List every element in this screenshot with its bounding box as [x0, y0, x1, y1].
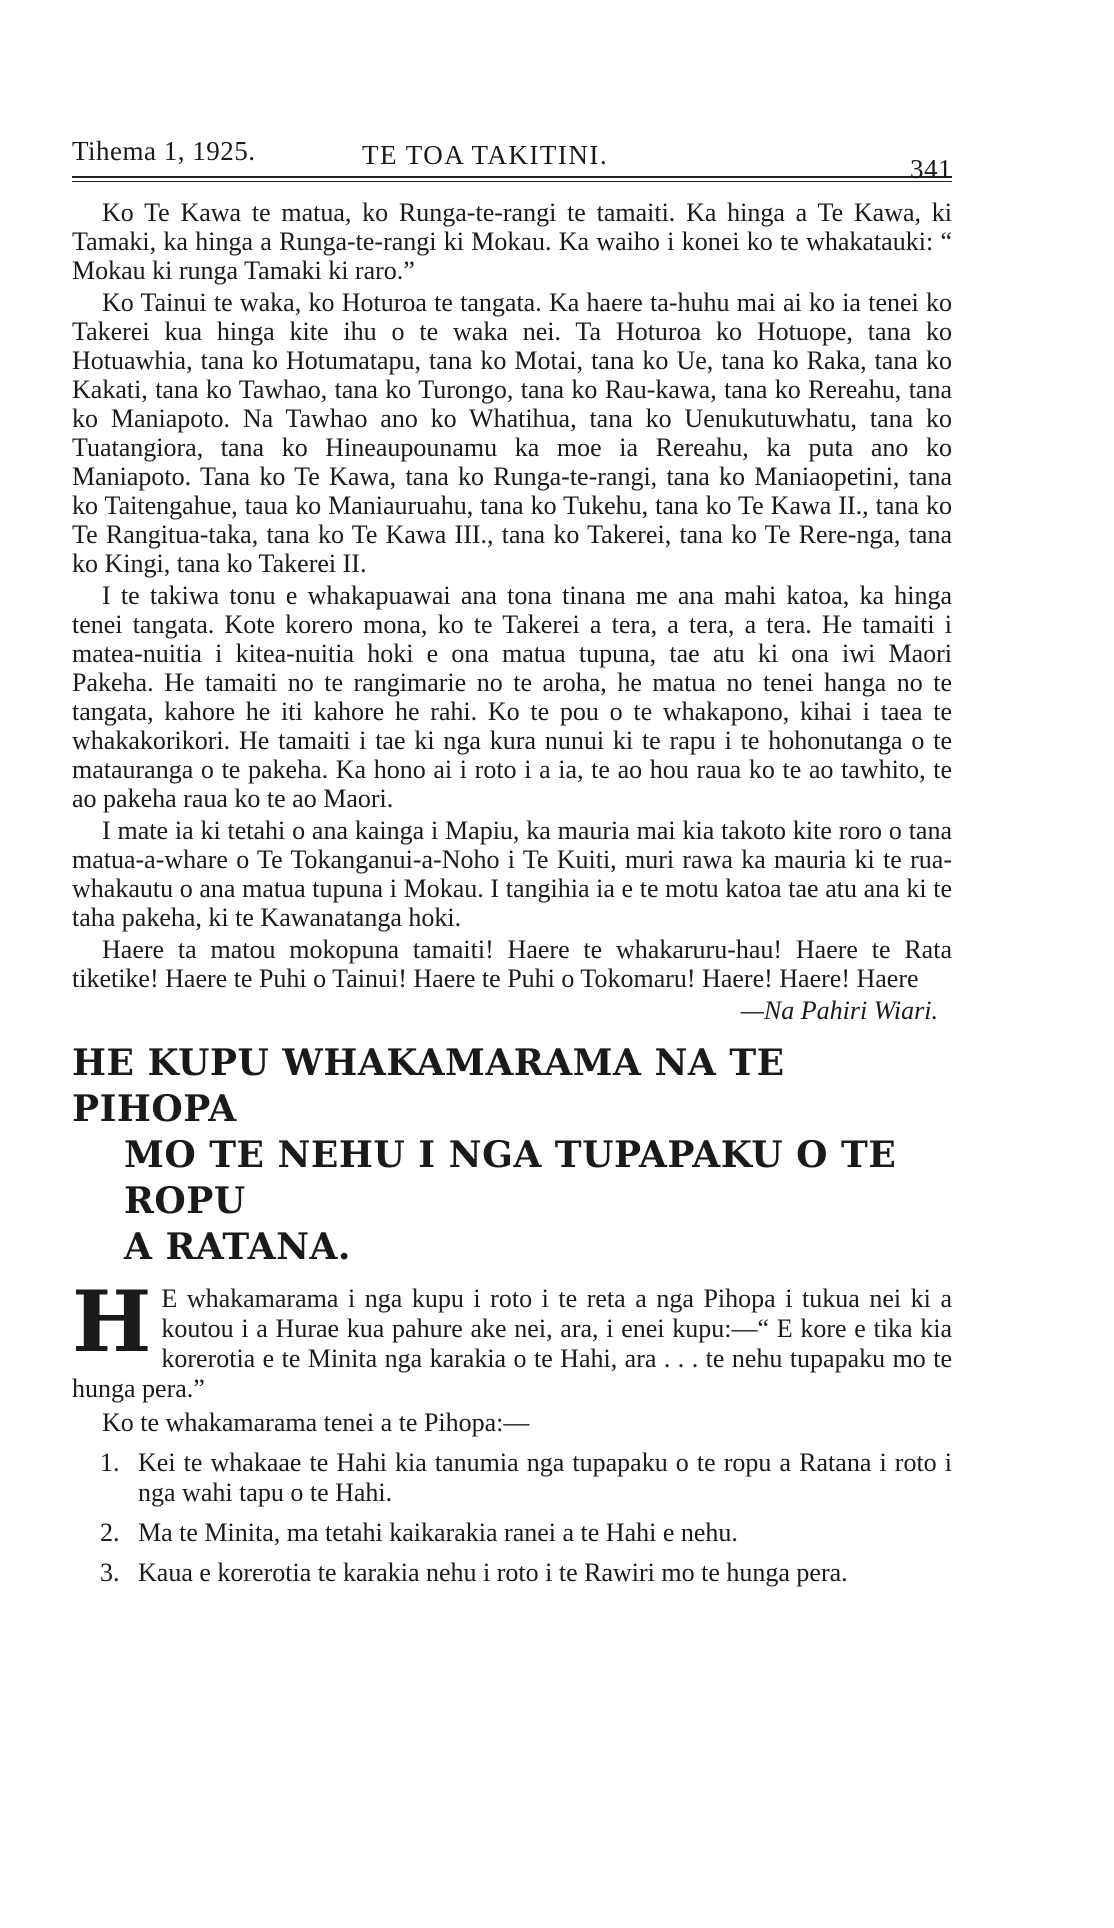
drop-cap: H: [72, 1272, 152, 1371]
header-rule-thin: [72, 181, 952, 182]
heading-line-2: MO TE NEHU I NGA TUPAPAKU O TE ROPU: [124, 1134, 897, 1222]
paragraph: Haere ta matou mokopuna tamaiti! Haere te whakaruru-hau! Haere te Rata tiketike! Haere te Puhi o Tainui! Haere te Puhi o Tokomaru! Haere! Haere! Haere: [72, 935, 952, 993]
signature: —Na Pahiri Wiari.: [740, 996, 938, 1025]
list-text: Kei te whakaae te Hahi kia tanumia nga tupapaku o te ropu a Ratana i roto i nga wahi tapu o te Hahi.: [138, 1448, 952, 1507]
intro-paragraph: [72, 1272, 952, 1404]
header-title: TE TOA TAKITINI.: [362, 140, 609, 170]
section-heading: [72, 1040, 952, 1270]
list-item: [72, 1518, 952, 1548]
paragraph: Ko Tainui te waka, ko Hoturoa te tangata. Ka haere ta-huhu mai ai ko ia tenei ko Takerei kua hinga kite ihu o te waka nei. Ta Hoturoa ko Hotuope, tana ko Hotuawhia, tana ko Hotumatapu, tana ko Motai, tana ko Ue, tana ko Raka, tana ko Kakati, tana ko Tawhao, tana ko Turongo, tana ko Rau-kawa, tana ko Rereahu, tana ko Maniapoto. Na Tawhao ano ko Whatihua, tana ko Uenukutuwhatu, tana ko Tuatangiora, tana ko Hineaupounamu ka moe ia Rereahu, ka puta ano ko Maniapoto. Tana ko Te Kawa, tana ko Runga-te-rangi, tana ko Maniaopetini, tana ko Taitengahue, taua ko Maniauruahu, tana ko Tukehu, tana ko Te Kawa II., tana ko Te Rangitua-taka, tana ko Te Kawa III., tana ko Takerei, tana ko Te Rere-nga, tana ko Kingi, tana ko Takerei II.: [72, 288, 952, 578]
page-number: 341: [910, 154, 952, 184]
paragraph: I mate ia ki tetahi o ana kainga i Mapiu, ka mauria mai kia takoto kite roro o tana matua-a-whare o Te Tokanganui-a-Noho i Te Kuiti, muri rawa ka mauria ki te rua-whakautu o ana matua tupuna i Mokau. I tangihia ia e te motu katoa tae atu ana ki te taha pakeha, ki te Kawanatanga hoki.: [72, 816, 952, 932]
lead-paragraph: Ko te whakamarama tenei a te Pihopa:—: [102, 1408, 530, 1437]
article-body: [72, 198, 952, 993]
list-number: 1.: [100, 1448, 120, 1477]
paragraph: Ko Te Kawa te matua, ko Runga-te-rangi te tamaiti. Ka hinga a Te Kawa, ki Tamaki, ka hinga a Runga-te-rangi ki Mokau. Ka waiho i konei ko te whakatauki: “ Mokau ki runga Tamaki ki raro.”: [72, 198, 952, 285]
paragraph: I te takiwa tonu e whakapuawai ana tona tinana me ana mahi katoa, ka hinga tenei tangata. Kote korero mona, ko te Takerei a tera, a tera, a tera. He tamaiti i matea-nuitia i kitea-nuitia hoki e ona matua tupuna, tae atu ki ona iwi Maori Pakeha. He tamaiti no te rangimarie no te aroha, he matua no tenei hanga no te tangata, kahore he iti kahore he rahi. Ko te pou o te whakapono, kihai i taea te whakakorikori. He tamaiti i tae ki nga kura nunui ki te rapu i te hohonutanga o te matauranga o te pakeha. Ka hono ai i roto i a ia, te ao hou raua ko te ao tawhito, te ao pakeha raua ko te ao Maori.: [72, 581, 952, 813]
list-number: 3.: [100, 1558, 120, 1587]
list-text: Ma te Minita, ma tetahi kaikarakia ranei a te Hahi e nehu.: [138, 1518, 738, 1547]
header-rule: [72, 176, 952, 178]
page: [72, 128, 952, 1598]
heading-line-3: A RATANA.: [124, 1226, 351, 1268]
list-number: 2.: [100, 1518, 120, 1547]
running-header: [72, 128, 952, 184]
list-text: Kaua e korerotia te karakia nehu i roto i te Rawiri mo te hunga pera.: [138, 1558, 848, 1587]
numbered-list: [72, 1448, 952, 1588]
heading-line-1: HE KUPU WHAKAMARAMA NA TE PIHOPA: [72, 1042, 785, 1130]
list-item: [72, 1558, 952, 1588]
intro-text: E whakamarama i nga kupu i roto i te reta a nga Pihopa i tukua nei ki a koutou i a Hurae kua pahure ake nei, ara, i enei kupu:—“ E kore e tika kia korerotia e te Minita nga karakia o te Hahi, ara . . . te nehu tupapaku mo te hunga pera.”: [72, 1284, 952, 1403]
list-item: [72, 1448, 952, 1508]
header-date: Tihema 1, 1925.: [72, 136, 256, 166]
